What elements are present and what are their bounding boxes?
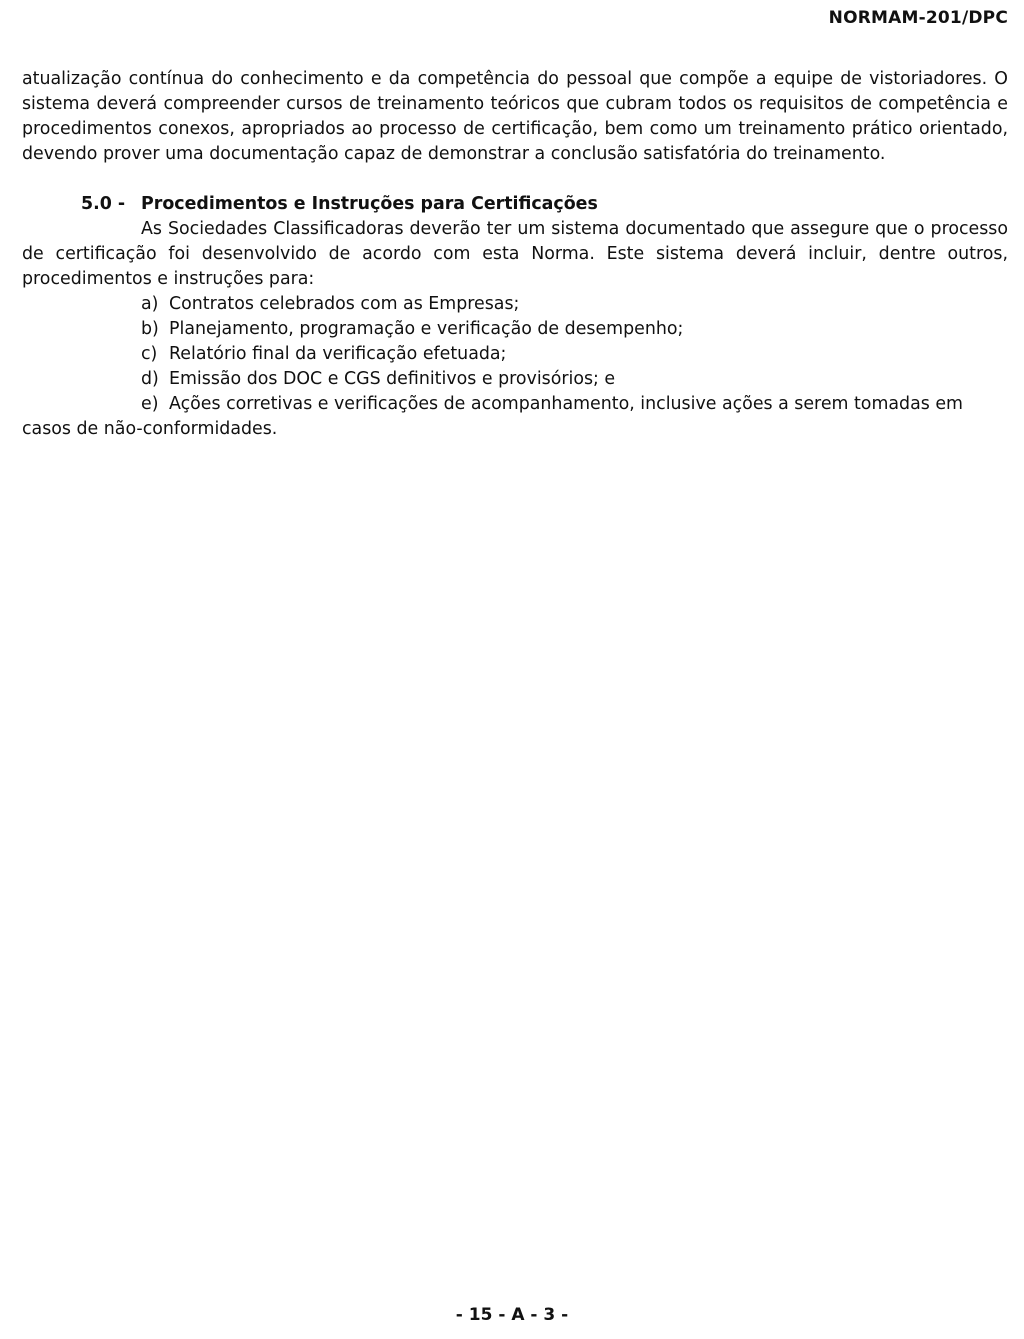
list-item	[22, 392, 1008, 442]
list-item-marker: c)	[141, 344, 158, 364]
section-paragraph: As Sociedades Classificadoras deverão ter um sistema documentado que assegure que o processo de certificação foi desenvolvido de acordo com esta Norma. Este sistema deverá incluir, dentre outros, procedimentos e instruções para:	[22, 219, 1008, 289]
section-title: Procedimentos e Instruções para Certificações	[141, 194, 598, 214]
list-item-text: Ações corretivas e verificações de acompanhamento, inclusive ações a serem tomadas em casos de não-conformidades.	[22, 394, 963, 439]
list-item	[22, 342, 1008, 367]
list-item-text: Planejamento, programação e verificação de desempenho;	[169, 319, 684, 339]
list-item-marker: e)	[141, 394, 159, 414]
list-item	[22, 317, 1008, 342]
list-item-marker: d)	[141, 369, 159, 389]
list-item-marker: b)	[141, 319, 159, 339]
intro-paragraph: atualização contínua do conhecimento e da competência do pessoal que compõe a equipe de vistoriadores. O sistema deverá compreender cursos de treinamento teóricos que cubram todos os requisitos de competência e procedimentos conexos, apropriados ao processo de certificação, bem como um treinamento prático orientado, devendo prover uma documentação capaz de demonstrar a conclusão satisfatória do treinamento.	[22, 69, 1008, 164]
document-code: NORMAM-201/DPC	[828, 8, 1008, 28]
document-body	[22, 67, 1008, 442]
section-number: 5.0 -	[81, 194, 126, 214]
procedures-list	[22, 292, 1008, 442]
section-5	[22, 192, 1008, 442]
list-item	[22, 367, 1008, 392]
list-item	[22, 292, 1008, 317]
section-heading	[22, 192, 1008, 217]
page-number: - 15 - A - 3 -	[455, 1305, 569, 1325]
list-item-text: Emissão dos DOC e CGS definitivos e provisórios; e	[169, 369, 616, 389]
list-item-text: Contratos celebrados com as Empresas;	[169, 294, 520, 314]
list-item-marker: a)	[141, 294, 159, 314]
list-item-text: Relatório final da verificação efetuada;	[169, 344, 507, 364]
